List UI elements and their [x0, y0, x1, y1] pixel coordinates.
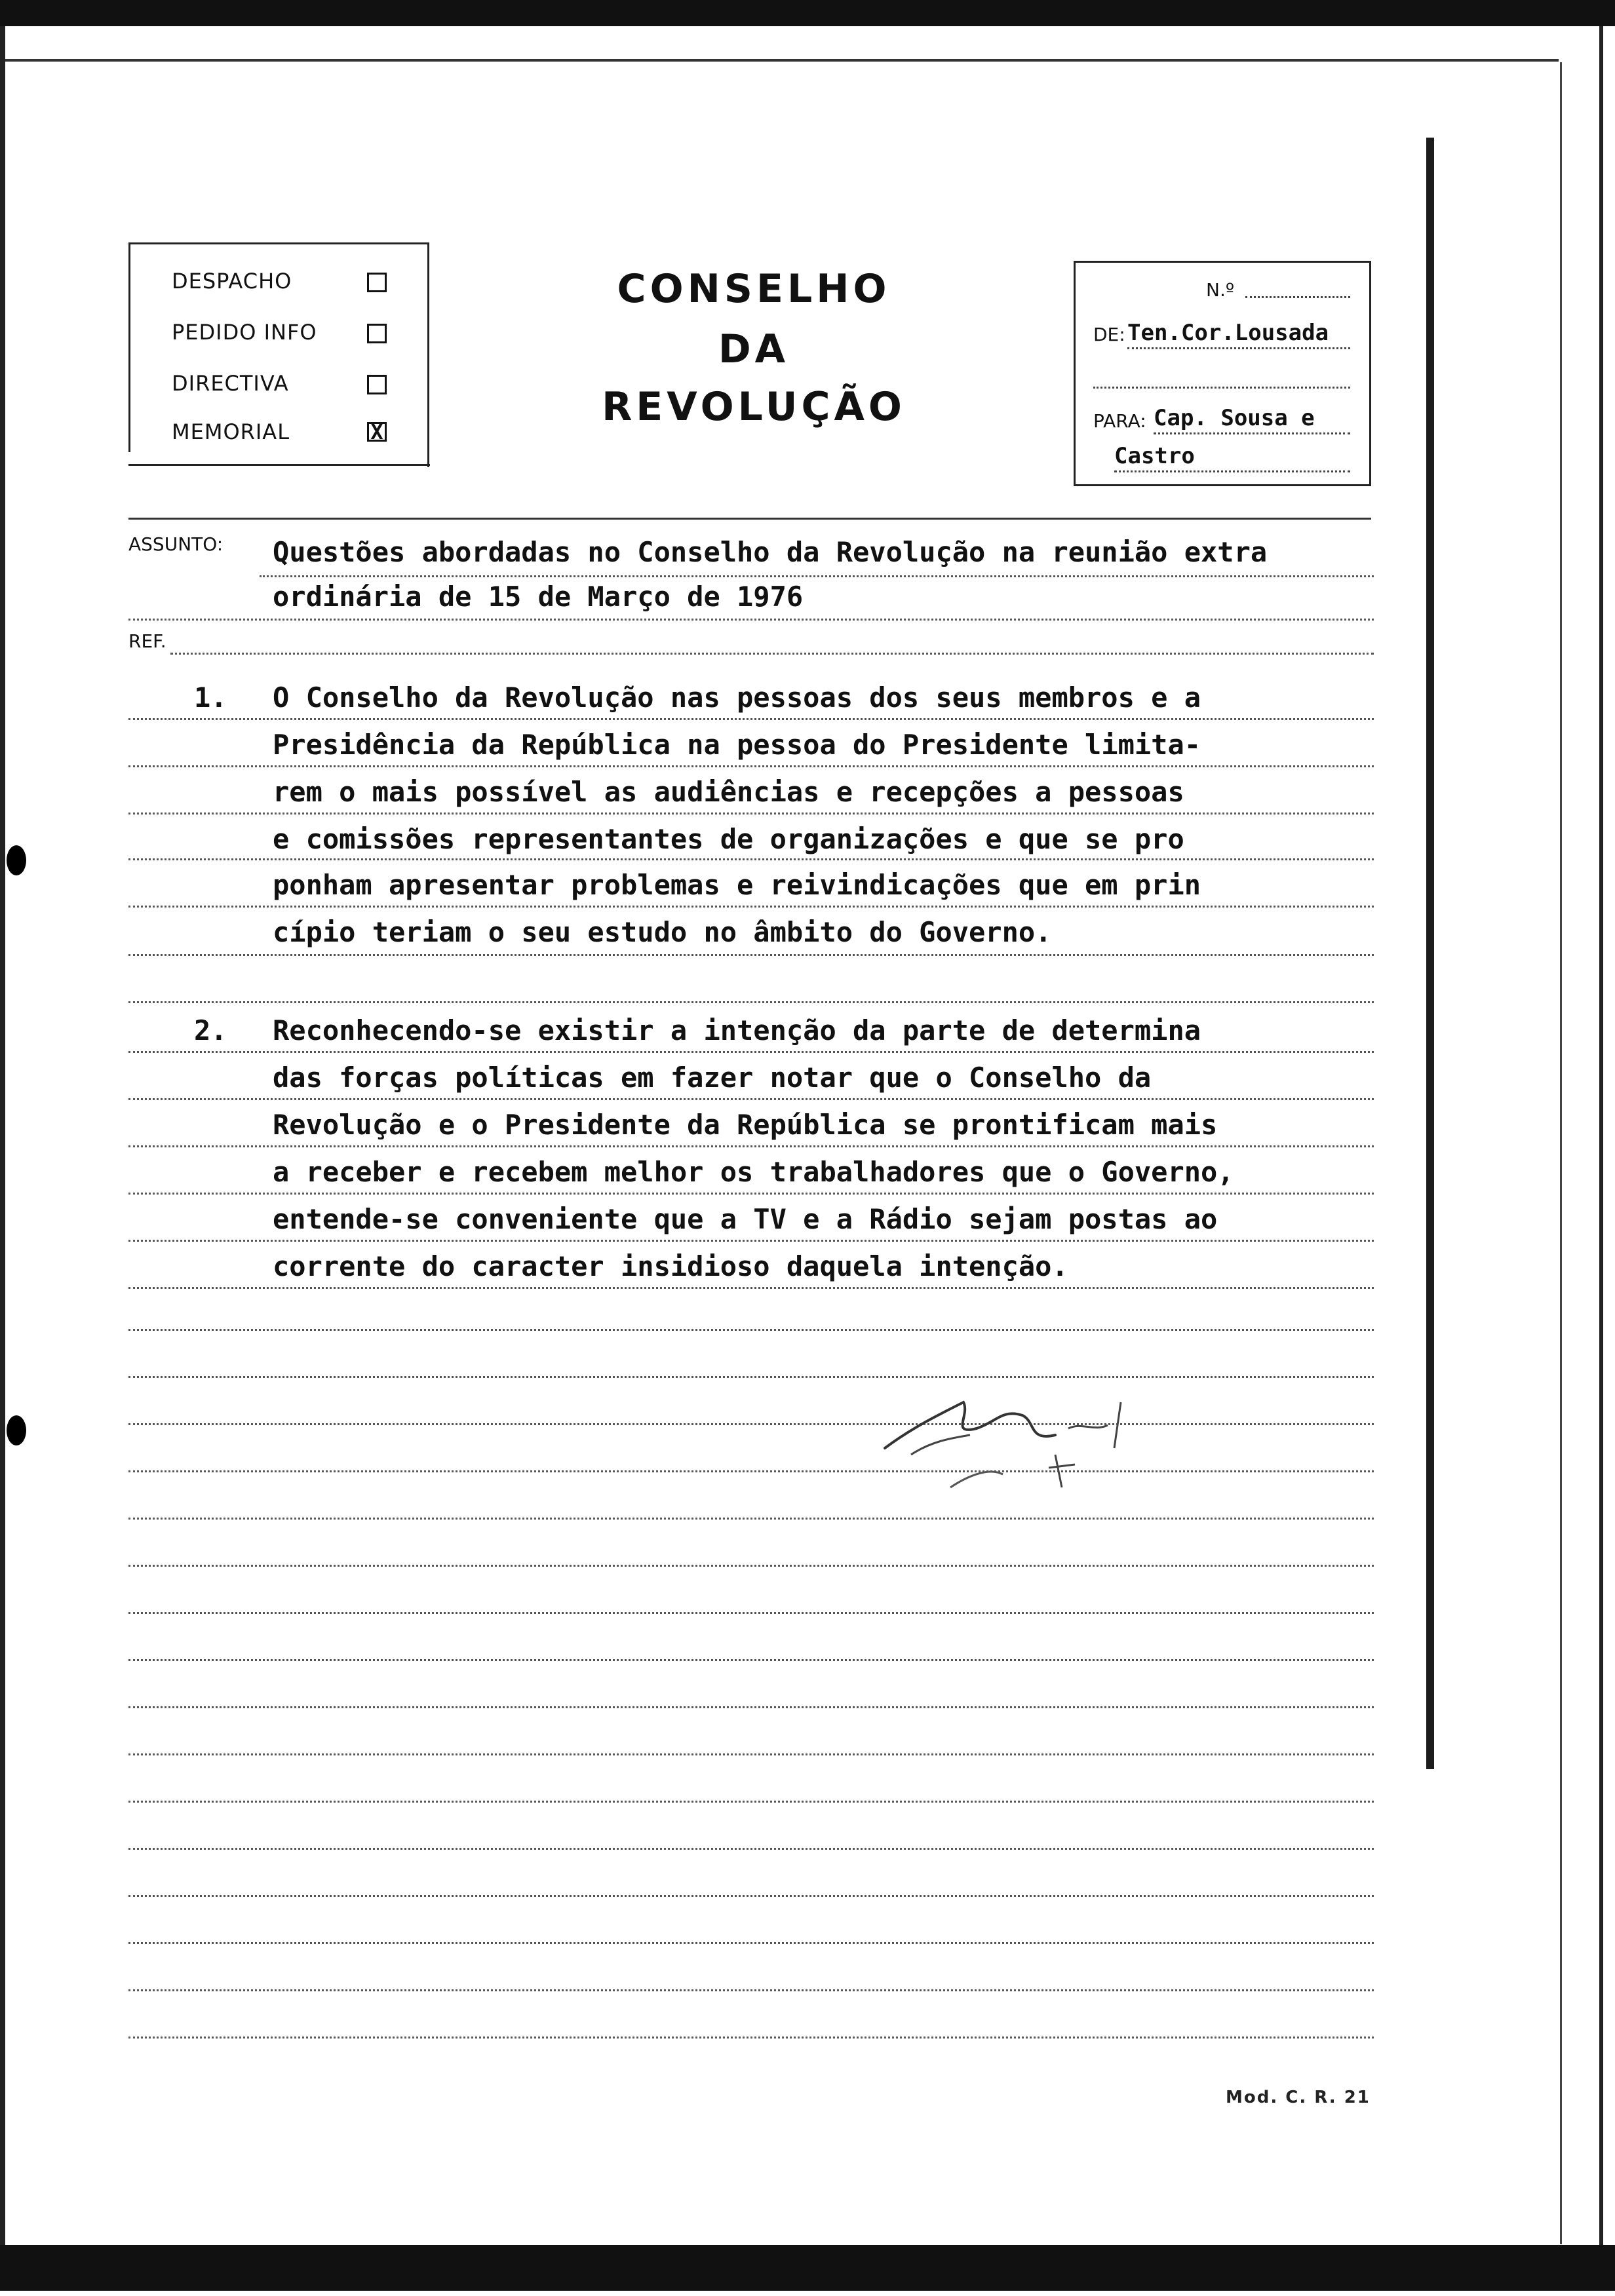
- ruled-line: [128, 1145, 1374, 1147]
- scan-bottom-edge: [0, 2245, 1615, 2291]
- paragraph-2-number: 2.: [194, 1014, 227, 1046]
- scan-right-edge: [1599, 26, 1603, 2245]
- number-label: N.º: [1206, 279, 1235, 301]
- from-value: Ten.Cor.Lousada: [1127, 320, 1329, 346]
- subject-label: ASSUNTO:: [128, 533, 224, 555]
- title-line-2: DA: [718, 326, 790, 372]
- ruled-line: [128, 858, 1374, 860]
- ruled-line: [128, 1518, 1374, 1520]
- ruled-line: [128, 1287, 1374, 1289]
- type-label-memorial: MEMORIAL: [172, 419, 290, 444]
- scan-top-edge: [0, 0, 1615, 26]
- ref-field[interactable]: [170, 653, 1374, 655]
- paragraph-2-line-5: entende-se conveniente que a TV e a Rádio sejam postas ao: [273, 1203, 1218, 1235]
- paragraph-1-number: 1.: [194, 681, 227, 714]
- ref-label: REF.: [128, 630, 166, 652]
- paragraph-2-line-2: das forças políticas em fazer notar que o Conselho da: [273, 1062, 1152, 1094]
- paragraph-2-line-6: corrente do caracter insidioso daquela intenção.: [273, 1250, 1068, 1282]
- paragraph-1-line-1: O Conselho da Revolução nas pessoas dos seus membros e a: [273, 681, 1201, 714]
- from-extra-line: [1093, 387, 1350, 389]
- checkbox-despacho[interactable]: [367, 273, 387, 292]
- from-underline: [1127, 347, 1350, 349]
- document-type-box-edge: [128, 242, 130, 452]
- to-underline-2: [1114, 470, 1350, 472]
- paragraph-1-line-5: ponham apresentar problemas e reivindicações que em prin: [273, 869, 1201, 901]
- ruled-line: [128, 1659, 1374, 1661]
- ruled-line: [128, 954, 1374, 956]
- binding-strip: [1426, 138, 1434, 1769]
- subject-line-2: ordinária de 15 de Março de 1976: [273, 581, 804, 613]
- document-type-box-edge: [128, 464, 430, 466]
- checkbox-memorial[interactable]: X: [367, 422, 387, 442]
- ruled-line: [128, 1240, 1374, 1242]
- to-label: PARA:: [1093, 410, 1146, 432]
- ruled-line: [128, 1001, 1374, 1003]
- ruled-line: [128, 1753, 1374, 1755]
- paragraph-2-line-4: a receber e recebem melhor os trabalhadores que o Governo,: [273, 1156, 1234, 1188]
- checkbox-pedido-info[interactable]: [367, 324, 387, 343]
- from-label: DE:: [1093, 324, 1125, 345]
- ruled-line: [128, 1612, 1374, 1614]
- ruled-line: [260, 575, 1374, 577]
- title-line-1: CONSELHO: [617, 266, 891, 312]
- ruled-line: [128, 1098, 1374, 1100]
- paragraph-1-line-4: e comissões representantes de organizações e que se pro: [273, 823, 1184, 855]
- ruled-line: [128, 1329, 1374, 1331]
- paragraph-2-line-3: Revolução e o Presidente da República se prontificam mais: [273, 1109, 1218, 1141]
- punch-hole: [7, 845, 26, 875]
- form-model-number: Mod. C. R. 21: [1226, 2088, 1371, 2107]
- type-label-directiva: DIRECTIVA: [172, 371, 289, 396]
- checkbox-directiva[interactable]: [367, 375, 387, 394]
- ruled-line: [128, 1942, 1374, 1944]
- ruled-line: [128, 906, 1374, 908]
- ruled-line: [128, 1848, 1374, 1850]
- to-underline-1: [1154, 432, 1350, 434]
- ruled-line: [128, 1989, 1374, 1991]
- type-label-despacho: DESPACHO: [172, 269, 292, 294]
- to-value-line-1: Cap. Sousa e: [1154, 405, 1315, 431]
- paragraph-1-line-2: Presidência da República na pessoa do Presidente limita-: [273, 729, 1201, 761]
- paragraph-1-line-6: cípio teriam o seu estudo no âmbito do Governo.: [273, 916, 1052, 948]
- ruled-line: [128, 813, 1374, 814]
- page-right-edge: [1560, 62, 1562, 2244]
- paragraph-2-line-1: Reconhecendo-se existir a intenção da parte de determina: [273, 1014, 1201, 1046]
- ruled-line: [128, 1801, 1374, 1803]
- subject-line-1: Questões abordadas no Conselho da Revolução na reunião extra: [273, 536, 1268, 568]
- ruled-line: [128, 619, 1374, 621]
- handwritten-signature: [872, 1376, 1239, 1507]
- ruled-line: [128, 1706, 1374, 1708]
- to-value-line-2: Castro: [1114, 443, 1195, 469]
- title-line-3: REVOLUÇÃO: [602, 384, 906, 430]
- ruled-line: [128, 1895, 1374, 1897]
- header-rule: [128, 518, 1371, 520]
- ruled-line: [128, 1193, 1374, 1195]
- ruled-line: [128, 2037, 1374, 2038]
- ruled-line: [128, 765, 1374, 767]
- ruled-line: [128, 1051, 1374, 1053]
- punch-hole: [7, 1415, 26, 1445]
- number-field[interactable]: [1245, 296, 1350, 298]
- paragraph-1-line-3: rem o mais possível as audiências e recepções a pessoas: [273, 776, 1184, 808]
- type-label-pedido-info: PEDIDO INFO: [172, 320, 317, 345]
- page-top-rule: [5, 59, 1559, 62]
- ruled-line: [128, 1565, 1374, 1567]
- scan-left-edge: [0, 26, 5, 2245]
- ruled-line: [128, 718, 1374, 720]
